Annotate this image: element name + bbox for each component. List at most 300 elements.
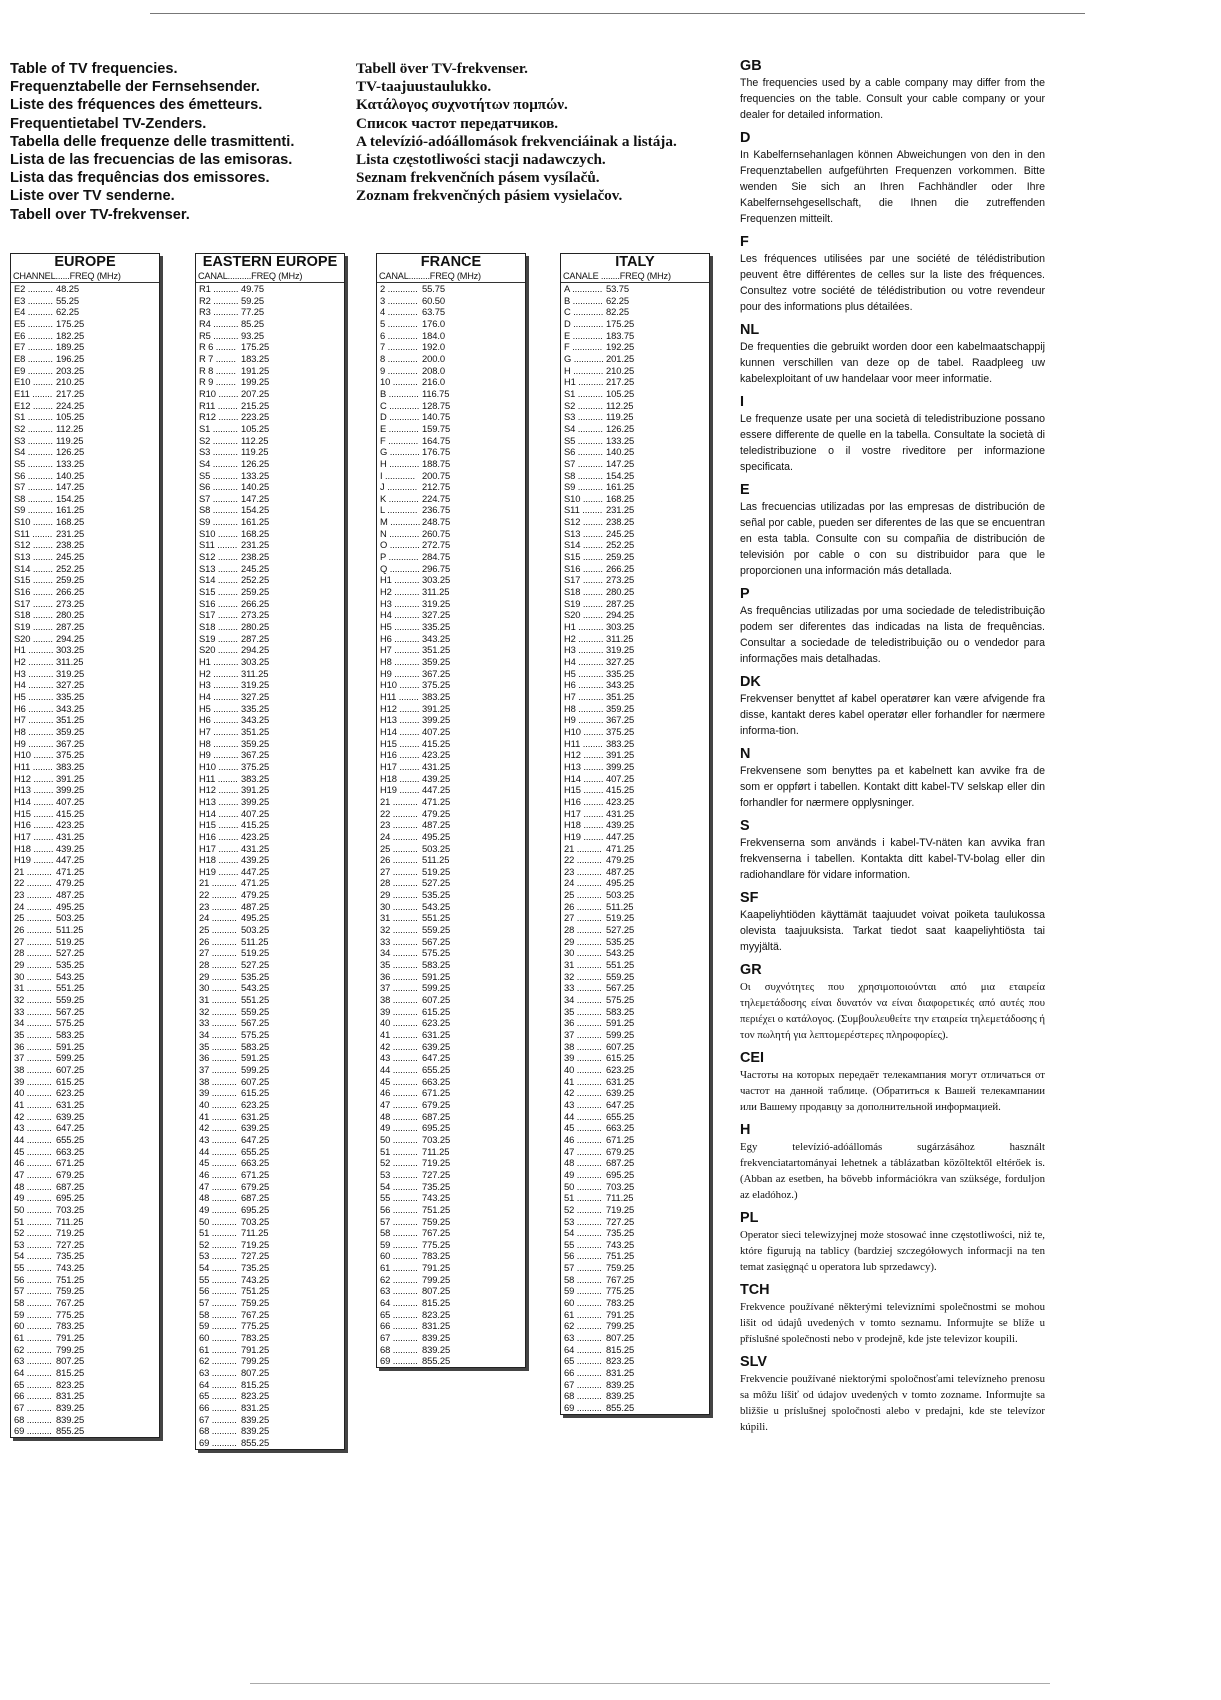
note-dk xyxy=(740,673,1045,739)
table-row xyxy=(11,598,159,610)
frequency-cell: 815.25 xyxy=(422,1297,451,1309)
table-row xyxy=(377,481,525,493)
channel-cell: 66 .......... xyxy=(380,1320,418,1332)
channel-cell: C ............ xyxy=(564,306,604,318)
frequency-cell: 168.25 xyxy=(56,516,85,528)
frequency-cell: 216.0 xyxy=(422,376,445,388)
table-row xyxy=(377,318,525,330)
channel-cell: 23 .......... xyxy=(380,819,418,831)
frequency-cell: 85.25 xyxy=(241,317,264,329)
channel-cell: H10 ........ xyxy=(380,679,420,691)
channel-cell: 31 .......... xyxy=(199,994,237,1006)
table-row xyxy=(561,1029,709,1041)
frequency-cell: 126.25 xyxy=(606,422,635,434)
channel-cell: 69 .......... xyxy=(199,1436,237,1448)
frequency-cell: 415.25 xyxy=(241,819,270,831)
table-row xyxy=(196,1425,344,1437)
channel-cell: 50 .......... xyxy=(564,1180,602,1192)
note-text: Kaapeliyhtiöden käyttämät taajuudet voivat poiketa taulukossa olevista taajuuksista. Tarkat tiedot saat kaapeliyhtiösta tai myyjältä. xyxy=(740,909,1045,953)
table-row xyxy=(561,982,709,994)
channel-cell: H13 ........ xyxy=(199,795,239,807)
table-row xyxy=(11,726,159,738)
channel-cell: 49 .......... xyxy=(199,1203,237,1215)
table-row xyxy=(11,1216,159,1228)
frequency-cell: 284.75 xyxy=(422,551,451,563)
channel-cell: 28 .......... xyxy=(14,947,52,959)
channel-cell: 65 .......... xyxy=(14,1378,52,1390)
frequency-cell: 327.25 xyxy=(241,690,270,702)
table-row xyxy=(561,1379,709,1391)
table-row xyxy=(196,1216,344,1228)
frequency-cell: 55.25 xyxy=(56,294,79,306)
table-row xyxy=(377,1181,525,1193)
table-row xyxy=(377,295,525,307)
table-row xyxy=(11,493,159,505)
table-row xyxy=(11,1379,159,1391)
channel-cell: S7 .......... xyxy=(564,457,603,469)
frequency-cell: 607.25 xyxy=(241,1075,270,1087)
frequency-cell: 735.25 xyxy=(56,1250,85,1262)
channel-cell: 36 .......... xyxy=(564,1017,602,1029)
table-row xyxy=(11,971,159,983)
frequency-cell: 266.25 xyxy=(606,562,635,574)
channel-cell: 34 .......... xyxy=(380,947,418,959)
frequency-cell: 823.25 xyxy=(241,1390,270,1402)
channel-cell: H17 ........ xyxy=(14,830,54,842)
channel-cell: H18 ........ xyxy=(199,854,239,866)
frequency-cell: 200.0 xyxy=(422,352,445,364)
frequency-cell: 799.25 xyxy=(56,1343,85,1355)
frequency-cell: 479.25 xyxy=(606,854,635,866)
channel-cell: H15 ........ xyxy=(380,737,420,749)
frequency-cell: 280.25 xyxy=(56,609,85,621)
table-row xyxy=(561,551,709,563)
table-row xyxy=(11,1402,159,1414)
table-row xyxy=(196,982,344,994)
channel-cell: S8 .......... xyxy=(564,469,603,481)
channel-cell: 41 .......... xyxy=(14,1098,52,1110)
table-row xyxy=(561,761,709,773)
table-row xyxy=(11,1041,159,1053)
channel-cell: H3 .......... xyxy=(564,644,604,656)
channel-cell: S5 .......... xyxy=(199,469,238,481)
channel-cell: 24 .......... xyxy=(564,877,602,889)
channel-cell: 55 .......... xyxy=(14,1262,52,1274)
table-row xyxy=(11,306,159,318)
channel-cell: 31 .......... xyxy=(564,959,602,971)
title-line: Lista częstotliwości stacji nadawczych. xyxy=(356,151,606,169)
frequency-cell: 727.25 xyxy=(241,1250,270,1262)
channel-cell: E ............ xyxy=(380,422,419,434)
table-title: FRANCE xyxy=(420,254,482,270)
note-language-code: CEI xyxy=(740,1050,764,1066)
frequency-cell: 719.25 xyxy=(56,1227,85,1239)
title-line: A televízió-adóállomások frekvenciáinak a listája. xyxy=(356,132,677,150)
frequency-cell: 431.25 xyxy=(56,830,85,842)
channel-cell: S13 ........ xyxy=(14,551,53,563)
channel-cell: S16 ........ xyxy=(564,562,603,574)
channel-cell: S11 ........ xyxy=(199,539,238,551)
frequency-cell: 607.25 xyxy=(56,1063,85,1075)
frequency-cell: 583.25 xyxy=(241,1040,270,1052)
table-row xyxy=(196,1122,344,1134)
table-row xyxy=(11,1414,159,1426)
frequency-cell: 431.25 xyxy=(241,842,270,854)
table-row xyxy=(196,353,344,365)
channel-cell: S14 ........ xyxy=(14,562,53,574)
table-row xyxy=(377,388,525,400)
table-row xyxy=(196,971,344,983)
table-row xyxy=(11,644,159,656)
table-row xyxy=(561,318,709,330)
channel-cell: 62 .......... xyxy=(14,1343,52,1355)
table-row xyxy=(196,1017,344,1029)
table-row xyxy=(11,1017,159,1029)
table-row xyxy=(196,749,344,761)
channel-cell: 45 .......... xyxy=(14,1145,52,1157)
table-row xyxy=(561,1367,709,1379)
table-row xyxy=(377,1262,525,1274)
channel-cell: 60 .......... xyxy=(14,1320,52,1332)
frequency-cell: 423.25 xyxy=(422,749,451,761)
table-row xyxy=(561,470,709,482)
table-row xyxy=(11,668,159,680)
channel-cell: 68 .......... xyxy=(199,1425,237,1437)
note-sf xyxy=(740,889,1045,955)
table-row xyxy=(561,901,709,913)
channel-cell: H13 ........ xyxy=(380,714,420,726)
channel-cell: 24 .......... xyxy=(14,900,52,912)
channel-cell: H7 .......... xyxy=(380,644,420,656)
table-row xyxy=(11,341,159,353)
frequency-cell: 359.25 xyxy=(241,737,270,749)
table-row xyxy=(196,947,344,959)
channel-cell: 68 .......... xyxy=(564,1390,602,1402)
table-row xyxy=(377,458,525,470)
table-row xyxy=(11,761,159,773)
frequency-cell: 53.75 xyxy=(606,283,629,294)
channel-cell: S17 ........ xyxy=(14,597,53,609)
frequency-cell: 343.25 xyxy=(606,679,635,691)
table-row xyxy=(561,1309,709,1321)
frequency-cell: 783.25 xyxy=(56,1320,85,1332)
frequency-cell: 319.25 xyxy=(241,679,270,691)
frequency-cell: 535.25 xyxy=(241,970,270,982)
table-row xyxy=(11,330,159,342)
frequency-cell: 615.25 xyxy=(422,1005,451,1017)
frequency-cell: 543.25 xyxy=(422,900,451,912)
frequency-cell: 407.25 xyxy=(606,772,635,784)
table-row xyxy=(196,388,344,400)
table-row xyxy=(377,283,525,295)
frequency-cell: 415.25 xyxy=(56,807,85,819)
table-row xyxy=(377,959,525,971)
channel-cell: S7 .......... xyxy=(14,481,53,493)
channel-cell: 68 .......... xyxy=(380,1343,418,1355)
note-f xyxy=(740,233,1045,315)
channel-cell: H7 .......... xyxy=(199,725,239,737)
frequency-cell: 335.25 xyxy=(56,690,85,702)
note-pl xyxy=(740,1209,1045,1275)
table-subheader: CANAL..........FREQ (MHz) xyxy=(196,271,344,283)
channel-cell: H12 ........ xyxy=(380,702,420,714)
channel-cell: 51 .......... xyxy=(14,1215,52,1227)
table-row xyxy=(196,528,344,540)
channel-cell: 65 .......... xyxy=(199,1390,237,1402)
channel-cell: H8 .......... xyxy=(14,725,54,737)
frequency-cell: 105.25 xyxy=(241,422,270,434)
table-row xyxy=(11,749,159,761)
table-row xyxy=(377,1274,525,1286)
table-row xyxy=(377,609,525,621)
frequency-cell: 599.25 xyxy=(606,1029,635,1040)
table-row xyxy=(377,726,525,738)
channel-cell: 64 .......... xyxy=(14,1367,52,1379)
table-row xyxy=(377,679,525,691)
channel-cell: H15 ........ xyxy=(199,819,239,831)
channel-cell: E9 .......... xyxy=(14,364,53,376)
note-text: Las frecuencias utilizadas por las empresas de distribución de señal por cable, pueden ser diferentes de las que se encuentran en esta tabla. Consulte con su compañia de distribución de televisión por cable o con su distribuidor para que le proporcionen una información más detallada. xyxy=(740,501,1045,577)
table-row xyxy=(561,586,709,598)
channel-cell: 29 .......... xyxy=(14,959,52,971)
frequency-cell: 273.25 xyxy=(606,574,635,586)
table-row xyxy=(561,1181,709,1193)
frequency-cell: 359.25 xyxy=(422,656,451,667)
frequency-cell: 176.75 xyxy=(422,446,451,458)
table-row xyxy=(561,458,709,470)
table-row xyxy=(196,1344,344,1356)
channel-cell: S7 .......... xyxy=(199,492,238,504)
frequency-cell: 133.25 xyxy=(606,434,635,446)
frequency-cell: 799.25 xyxy=(422,1273,451,1285)
table-row xyxy=(561,843,709,855)
frequency-cell: 583.25 xyxy=(606,1005,635,1017)
channel-cell: S15 ........ xyxy=(564,551,603,563)
channel-cell: H17 ........ xyxy=(564,807,604,819)
channel-cell: 62 .......... xyxy=(564,1320,602,1332)
table-row xyxy=(196,866,344,878)
channel-cell: S12 ........ xyxy=(564,516,603,528)
table-row xyxy=(11,1204,159,1216)
table-row xyxy=(561,1239,709,1251)
channel-cell: 69 .......... xyxy=(564,1402,602,1413)
frequency-cell: 212.75 xyxy=(422,481,451,493)
channel-cell: H4 .......... xyxy=(199,690,239,702)
note-e xyxy=(740,481,1045,579)
table-row xyxy=(11,551,159,563)
frequency-cell: 439.25 xyxy=(241,854,270,866)
frequency-cell: 591.25 xyxy=(422,970,451,982)
table-row xyxy=(561,1320,709,1332)
note-language-code: F xyxy=(740,234,749,250)
table-row xyxy=(377,330,525,342)
frequency-cell: 559.25 xyxy=(241,1005,270,1017)
frequency-cell: 259.25 xyxy=(241,586,270,598)
channel-cell: S20 ........ xyxy=(564,609,603,621)
channel-cell: S6 .......... xyxy=(199,481,238,493)
channel-cell: S10 ........ xyxy=(564,492,603,504)
title-line: Seznam frekvenčních pásem vysílačů. xyxy=(356,169,600,187)
table-row xyxy=(196,1320,344,1332)
table-row xyxy=(11,994,159,1006)
frequency-cell: 543.25 xyxy=(606,947,635,959)
channel-cell: 58 .......... xyxy=(199,1308,237,1320)
table-row xyxy=(11,400,159,412)
channel-cell: 54 .......... xyxy=(564,1227,602,1239)
frequency-cell: 311.25 xyxy=(241,667,269,679)
frequency-cell: 367.25 xyxy=(606,714,635,726)
table-row xyxy=(11,1390,159,1402)
channel-cell: H17 ........ xyxy=(199,842,239,854)
frequency-cell: 567.25 xyxy=(606,982,635,994)
table-row xyxy=(561,877,709,889)
channel-cell: 35 .......... xyxy=(199,1040,237,1052)
frequency-cell: 188.75 xyxy=(422,457,451,469)
channel-cell: 4 ............ xyxy=(380,306,418,318)
table-row xyxy=(377,621,525,633)
channel-cell: S13 ........ xyxy=(564,527,603,539)
channel-cell: 67 .......... xyxy=(380,1332,418,1344)
table-row xyxy=(561,924,709,936)
frequency-cell: 695.25 xyxy=(56,1192,85,1204)
frequency-cell: 273.25 xyxy=(56,597,85,609)
title-line: Frequenztabelle der Fernsehsender. xyxy=(10,79,260,96)
table-row xyxy=(561,353,709,365)
table-europe xyxy=(10,253,160,1438)
frequency-cell: 711.25 xyxy=(422,1145,450,1157)
table-row xyxy=(561,714,709,726)
channel-cell: 21 .......... xyxy=(564,842,602,854)
table-row xyxy=(196,691,344,703)
channel-cell: H18 ........ xyxy=(564,819,604,831)
channel-cell: 28 .......... xyxy=(199,959,237,971)
frequency-cell: 105.25 xyxy=(56,411,85,423)
channel-cell: 51 .......... xyxy=(564,1192,602,1204)
channel-cell: S11 ........ xyxy=(14,527,53,539)
table-row xyxy=(196,714,344,726)
table-row xyxy=(377,866,525,878)
frequency-cell: 48.25 xyxy=(56,283,79,294)
table-row xyxy=(377,749,525,761)
table-row xyxy=(11,912,159,924)
table-subheader: CANAL.........FREQ (MHz) xyxy=(377,271,525,283)
channel-cell: 56 .......... xyxy=(14,1273,52,1285)
frequency-cell: 415.25 xyxy=(422,737,451,749)
frequency-cell: 487.25 xyxy=(422,819,451,831)
table-row xyxy=(377,1134,525,1146)
channel-cell: 42 .......... xyxy=(380,1040,418,1052)
frequency-cell: 519.25 xyxy=(241,947,270,959)
frequency-cell: 62.25 xyxy=(606,294,629,306)
frequency-cell: 287.25 xyxy=(56,621,85,633)
channel-cell: 40 .......... xyxy=(14,1087,52,1099)
channel-cell: 66 .......... xyxy=(564,1367,602,1379)
table-row xyxy=(11,563,159,575)
frequency-cell: 615.25 xyxy=(241,1087,270,1099)
table-row xyxy=(11,784,159,796)
frequency-cell: 655.25 xyxy=(606,1110,635,1122)
table-row xyxy=(11,1297,159,1309)
table-row xyxy=(196,1250,344,1262)
channel-cell: S2 .......... xyxy=(199,434,238,446)
channel-cell: 42 .......... xyxy=(199,1122,237,1134)
frequency-cell: 719.25 xyxy=(422,1157,451,1169)
table-row xyxy=(196,1052,344,1064)
note-text: Les fréquences utilisées par une société de télédistribution peuvent être différentes de celles sur la liste des fréquences. Consultez votre société de télédistribution ou votre revendeur pour des informations plus détailées. xyxy=(740,253,1045,313)
table-row xyxy=(196,1332,344,1344)
table-row xyxy=(196,1192,344,1204)
table-row xyxy=(561,598,709,610)
table-row xyxy=(196,703,344,715)
channel-cell: 27 .......... xyxy=(564,912,602,924)
table-row xyxy=(11,1309,159,1321)
note-text: Operator sieci telewizyjnej może stosować inne częstotliwości, niż te, które figurują na tablicy (bardziej szczegółowych informacji na ten temat zasięgnąć u operatora lub sprzedawcy). xyxy=(740,1229,1045,1273)
frequency-cell: 311.25 xyxy=(422,586,450,598)
frequency-cell: 259.25 xyxy=(606,551,635,563)
table-row xyxy=(11,365,159,377)
table-row xyxy=(11,1111,159,1123)
note-text: Frekvencie používané niektorými spoločnosťami televízneho prenosu sa môžu líšiť od údajov uvedených v tomto zozname. Informujte sa bližšie u príslušnej spoločnosti alebo v predajni, kde ste televízor kúpili. xyxy=(740,1373,1045,1433)
table-row xyxy=(196,481,344,493)
table-row xyxy=(11,574,159,586)
table-row xyxy=(377,947,525,959)
frequency-cell: 447.25 xyxy=(56,854,85,866)
table-row xyxy=(377,1285,525,1297)
table-row xyxy=(196,609,344,621)
channel-cell: 52 .......... xyxy=(380,1157,418,1169)
channel-cell: S15 ........ xyxy=(14,574,53,586)
channel-cell: 21 .......... xyxy=(199,877,237,889)
frequency-cell: 607.25 xyxy=(422,994,451,1006)
channel-cell: 59 .......... xyxy=(199,1320,237,1332)
channel-cell: H5 .......... xyxy=(199,702,239,714)
channel-cell: 45 .......... xyxy=(564,1122,602,1134)
channel-cell: 49 .......... xyxy=(380,1122,418,1134)
frequency-cell: 161.25 xyxy=(606,481,635,493)
channel-cell: 10 .......... xyxy=(380,376,418,388)
table-row xyxy=(196,516,344,528)
channel-cell: E2 .......... xyxy=(14,283,53,294)
note-language-code: S xyxy=(740,818,750,834)
frequency-cell: 407.25 xyxy=(241,807,270,819)
frequency-cell: 294.25 xyxy=(56,632,85,644)
channel-cell: H4 .......... xyxy=(380,609,420,621)
channel-cell: 36 .......... xyxy=(380,970,418,982)
channel-cell: H11 ........ xyxy=(14,760,53,772)
frequency-cell: 112.25 xyxy=(241,434,269,446)
frequency-cell: 719.25 xyxy=(241,1238,270,1250)
table-row xyxy=(561,1262,709,1274)
frequency-cell: 631.25 xyxy=(56,1098,85,1110)
frequency-cell: 351.25 xyxy=(241,725,270,737)
channel-cell: H19 ........ xyxy=(564,830,604,842)
table-row xyxy=(377,586,525,598)
table-row xyxy=(561,668,709,680)
channel-cell: 54 .......... xyxy=(14,1250,52,1262)
table-row xyxy=(196,318,344,330)
channel-cell: 36 .......... xyxy=(199,1052,237,1064)
table-row xyxy=(11,586,159,598)
channel-cell: E8 .......... xyxy=(14,352,53,364)
channel-cell: H1 .......... xyxy=(380,574,420,586)
frequency-cell: 519.25 xyxy=(606,912,635,924)
title-line: Zoznam frekvenčných pásiem vysielačov. xyxy=(356,187,623,205)
note-language-code: E xyxy=(740,482,750,498)
title-line: Liste des fréquences des émetteurs. xyxy=(10,97,263,114)
frequency-cell: 359.25 xyxy=(56,725,85,737)
frequency-cell: 260.75 xyxy=(422,527,451,539)
frequency-cell: 503.25 xyxy=(606,889,635,901)
